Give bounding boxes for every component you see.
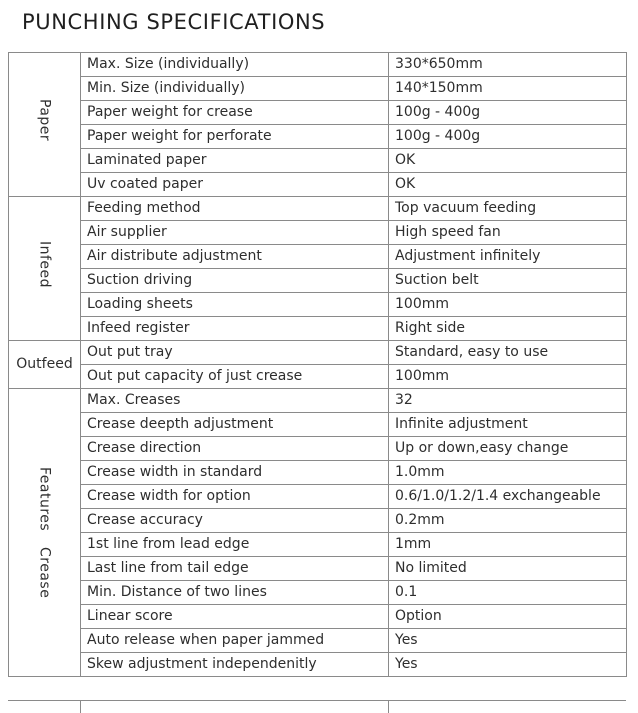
group-paper: [9, 53, 81, 197]
table-row: [9, 653, 627, 677]
table-continuation-edge: [8, 700, 626, 713]
spec-item: Max. Creases: [81, 389, 389, 413]
spec-value: Yes: [389, 629, 627, 653]
spec-value: Standard, easy to use: [389, 341, 627, 365]
spec-item: Air distribute adjustment: [81, 245, 389, 269]
spec-value: Up or down,easy change: [389, 437, 627, 461]
group-label-features: Features: [36, 466, 53, 531]
spec-value: 1mm: [389, 533, 627, 557]
table-row: [9, 365, 627, 389]
table-row: [9, 629, 627, 653]
spec-item: Crease direction: [81, 437, 389, 461]
spec-item: Skew adjustment independenitly: [81, 653, 389, 677]
spec-item: Out put tray: [81, 341, 389, 365]
spec-value: 100g - 400g: [389, 101, 627, 125]
spec-item: Loading sheets: [81, 293, 389, 317]
spec-value: Option: [389, 605, 627, 629]
column-divider: [388, 701, 389, 713]
spec-item: Crease width in standard: [81, 461, 389, 485]
group-features-crease: [9, 389, 81, 677]
table-row: [9, 293, 627, 317]
spec-value: 32: [389, 389, 627, 413]
spec-value: Top vacuum feeding: [389, 197, 627, 221]
table-row: [9, 269, 627, 293]
page-title: PUNCHING SPECIFICATIONS: [22, 10, 326, 34]
table-row: [9, 437, 627, 461]
spec-item: Infeed register: [81, 317, 389, 341]
spec-value: 0.2mm: [389, 509, 627, 533]
spec-item: Min. Size (individually): [81, 77, 389, 101]
spec-table: [8, 52, 627, 677]
spec-value: High speed fan: [389, 221, 627, 245]
table-row: [9, 101, 627, 125]
table-row: [9, 557, 627, 581]
spec-value: Infinite adjustment: [389, 413, 627, 437]
table-row: [9, 509, 627, 533]
table-row: [9, 389, 627, 413]
spec-value: 0.6/1.0/1.2/1.4 exchangeable: [389, 485, 627, 509]
table-row: [9, 125, 627, 149]
spec-value: 100mm: [389, 293, 627, 317]
spec-item: Suction driving: [81, 269, 389, 293]
group-infeed: [9, 197, 81, 341]
spec-item: Paper weight for crease: [81, 101, 389, 125]
spec-value: 100g - 400g: [389, 125, 627, 149]
table-row: [9, 53, 627, 77]
spec-item: Crease accuracy: [81, 509, 389, 533]
spec-value: OK: [389, 149, 627, 173]
spec-value: Yes: [389, 653, 627, 677]
group-label-infeed: Infeed: [36, 240, 53, 289]
spec-item: 1st line from lead edge: [81, 533, 389, 557]
spec-value: 330*650mm: [389, 53, 627, 77]
table-row: [9, 533, 627, 557]
spec-item: Feeding method: [81, 197, 389, 221]
spec-value: Right side: [389, 317, 627, 341]
spec-item: Last line from tail edge: [81, 557, 389, 581]
spec-value: 140*150mm: [389, 77, 627, 101]
table-row: [9, 149, 627, 173]
table-row: [9, 605, 627, 629]
spec-item: Max. Size (individually): [81, 53, 389, 77]
table-row: [9, 245, 627, 269]
spec-value: OK: [389, 173, 627, 197]
spec-item: Crease deepth adjustment: [81, 413, 389, 437]
spec-value: Suction belt: [389, 269, 627, 293]
table-row: [9, 221, 627, 245]
spec-value: Adjustment infinitely: [389, 245, 627, 269]
column-divider: [80, 701, 81, 713]
group-outfeed: Outfeed: [9, 341, 81, 389]
table-row: [9, 413, 627, 437]
spec-item: Crease width for option: [81, 485, 389, 509]
spec-item: Laminated paper: [81, 149, 389, 173]
table-row: [9, 77, 627, 101]
spec-item: Auto release when paper jammed: [81, 629, 389, 653]
spec-item: Paper weight for perforate: [81, 125, 389, 149]
group-label-crease: Crease: [36, 546, 53, 599]
spec-item: Out put capacity of just crease: [81, 365, 389, 389]
table-row: [9, 485, 627, 509]
spec-value: 0.1: [389, 581, 627, 605]
table-row: [9, 461, 627, 485]
spec-value: 100mm: [389, 365, 627, 389]
table-row: [9, 173, 627, 197]
spec-item: Uv coated paper: [81, 173, 389, 197]
group-label-paper: Paper: [36, 99, 53, 142]
spec-value: No limited: [389, 557, 627, 581]
table-row: [9, 197, 627, 221]
table-row: [9, 317, 627, 341]
spec-item: Linear score: [81, 605, 389, 629]
spec-value: 1.0mm: [389, 461, 627, 485]
table-row: [9, 341, 627, 365]
table-row: [9, 581, 627, 605]
spec-item: Min. Distance of two lines: [81, 581, 389, 605]
spec-item: Air supplier: [81, 221, 389, 245]
